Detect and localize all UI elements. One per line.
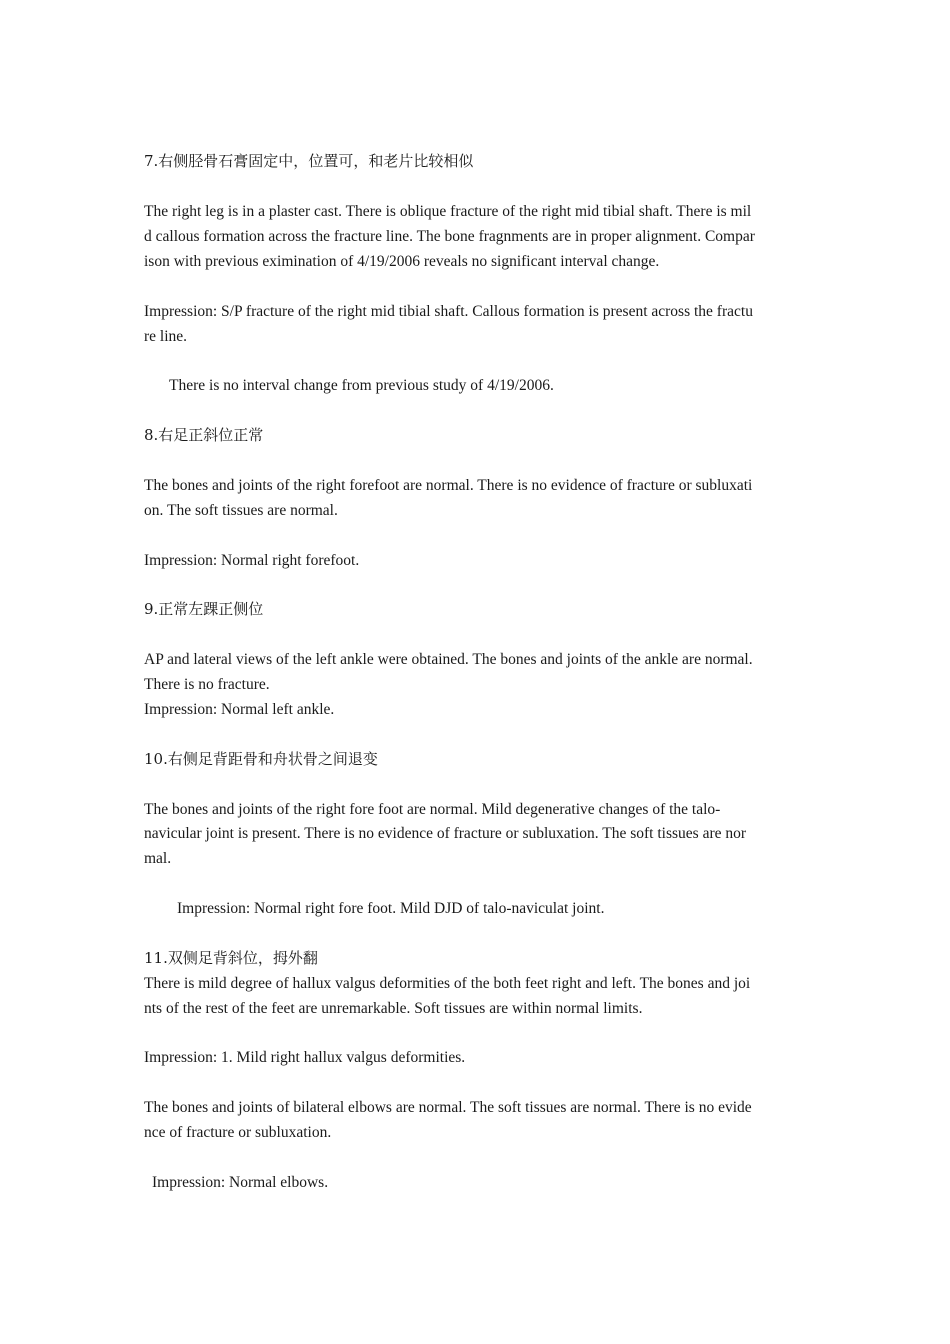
report-line: d callous formation across the fracture line. The bone fragnments are in proper alignment. Compar <box>144 228 755 245</box>
report-line: navicular joint is present. There is no evidence of fracture or subluxation. The soft tissues are nor <box>144 825 747 842</box>
section-heading-9: 9.正常左踝正侧位 <box>144 600 264 618</box>
report-line: The bones and joints of bilateral elbows are normal. The soft tissues are normal. There is no evide <box>144 1099 752 1116</box>
report-line: There is no interval change from previous study of 4/19/2006. <box>169 377 554 394</box>
impression-line: Impression: Normal right fore foot. Mild DJD of talo-naviculat joint. <box>177 900 605 917</box>
section-heading-11: 11.双侧足背斜位，拇外翻 <box>144 949 318 967</box>
section-heading-8: 8.右足正斜位正常 <box>144 426 264 444</box>
report-line: mal. <box>144 850 172 867</box>
section-heading-7: 7.右侧胫骨石膏固定中，位置可，和老片比较相似 <box>144 152 474 170</box>
report-line: The bones and joints of the right fore foot are normal. Mild degenerative changes of the talo- <box>144 801 721 818</box>
report-line: There is mild degree of hallux valgus deformities of the both feet right and left. The bones and joi <box>144 975 751 992</box>
impression-line: Impression: 1. Mild right hallux valgus deformities. <box>144 1049 466 1066</box>
impression-line: Impression: Normal elbows. <box>152 1174 329 1191</box>
report-line: nce of fracture or subluxation. <box>144 1124 332 1141</box>
report-line: The bones and joints of the right forefoot are normal. There is no evidence of fracture or subluxati <box>144 477 753 494</box>
report-line: on. The soft tissues are normal. <box>144 502 338 519</box>
report-line: ison with previous eximination of 4/19/2006 reveals no significant interval change. <box>144 253 660 270</box>
impression-line: Impression: Normal right forefoot. <box>144 552 360 569</box>
report-line: There is no fracture. <box>144 676 270 693</box>
report-line: nts of the rest of the feet are unremarkable. Soft tissues are within normal limits. <box>144 1000 643 1017</box>
impression-line: re line. <box>144 328 188 345</box>
report-line: AP and lateral views of the left ankle were obtained. The bones and joints of the ankle are normal. <box>144 651 753 668</box>
impression-line: Impression: Normal left ankle. <box>144 701 335 718</box>
section-heading-10: 10.右侧足背距骨和舟状骨之间退变 <box>144 750 378 768</box>
report-line: The right leg is in a plaster cast. There is oblique fracture of the right mid tibial shaft. There is mil <box>144 203 752 220</box>
impression-line: Impression: S/P fracture of the right mid tibial shaft. Callous formation is present across the fractu <box>144 303 753 320</box>
